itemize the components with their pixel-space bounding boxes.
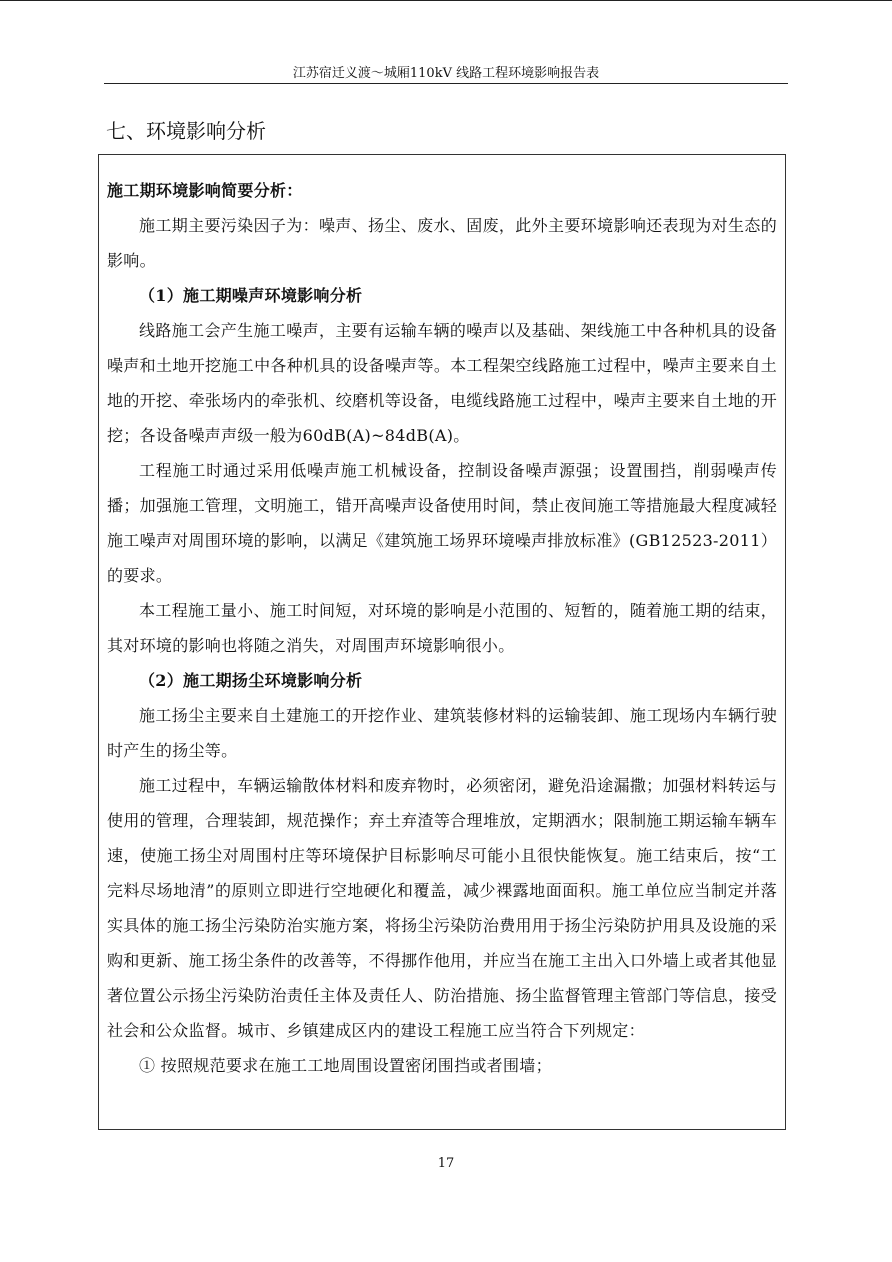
header-rule [104,83,788,84]
heading-noise: （1）施工期噪声环境影响分析 [139,286,363,305]
content-box [98,154,786,1130]
paragraph-noise-measures: 工程施工时通过采用低噪声施工机械设备，控制设备噪声源强；设置围挡，削弱噪声传播；加强施工管理，文明施工，错开高噪声设备使用时间，禁止夜间施工等措施最大程度减轻施工噪声对周围环境的影响，以满足《建筑施工场界环境噪声排放标准》(GB12523-2011）的要求。 [107,461,777,585]
paragraph-intro: 施工期主要污染因子为：噪声、扬尘、废水、固废，此外主要环境影响还表现为对生态的影响。 [107,216,777,270]
page-header: 江苏宿迁义渡～城厢110kV 线路工程环境影响报告表 [292,66,600,81]
content-body [107,179,777,1083]
paragraph-noise-conclusion: 本工程施工量小、施工时间短，对环境的影响是小范围的、短暂的，随着施工期的结束，其对环境的影响也将随之消失，对周围声环境影响很小。 [107,601,777,655]
page-number: 17 [437,1156,455,1171]
paragraph-dust-measures: 施工过程中，车辆运输散体材料和废弃物时，必须密闭，避免沿途漏撒；加强材料转运与使用的管理，合理装卸，规范操作；弃土弃渣等合理堆放，定期洒水；限制施工期运输车辆车速，使施工扬尘对周围村庄等环境保护目标影响尽可能小且很快能恢复。施工结束后，按“工完料尽场地清”的原则立即进行空地硬化和覆盖，减少裸露地面面积。施工单位应当制定并落实具体的施工扬尘污染防治实施方案，将扬尘污染防治费用用于扬尘污染防护用具及设施的采购和更新、施工扬尘条件的改善等，不得挪作他用，并应当在施工主出入口外墙上或者其他显著位置公示扬尘污染防治责任主体及责任人、防治措施、扬尘监督管理主管部门等信息，接受社会和公众监督。城市、乡镇建成区内的建设工程施工应当符合下列规定： [107,776,777,1040]
list-item-1: ① 按照规范要求在施工工地周围设置密闭围挡或者围墙； [139,1056,552,1075]
heading-dust: （2）施工期扬尘环境影响分析 [139,671,363,690]
subheading: 施工期环境影响简要分析： [107,181,303,200]
paragraph-dust-sources: 施工扬尘主要来自土建施工的开挖作业、建筑装修材料的运输装卸、施工现场内车辆行驶时产生的扬尘等。 [107,706,777,760]
section-title: 七、环境影响分析 [106,119,266,143]
page-top-edge [0,0,892,1]
paragraph-noise-sources: 线路施工会产生施工噪声，主要有运输车辆的噪声以及基础、架线施工中各种机具的设备噪声和土地开挖施工中各种机具的设备噪声等。本工程架空线路施工过程中，噪声主要来自土地的开挖、牵张场内的牵张机、绞磨机等设备，电缆线路施工过程中，噪声主要来自土地的开挖；各设备噪声声级一般为60dB(A)~84dB(A)。 [107,321,777,445]
